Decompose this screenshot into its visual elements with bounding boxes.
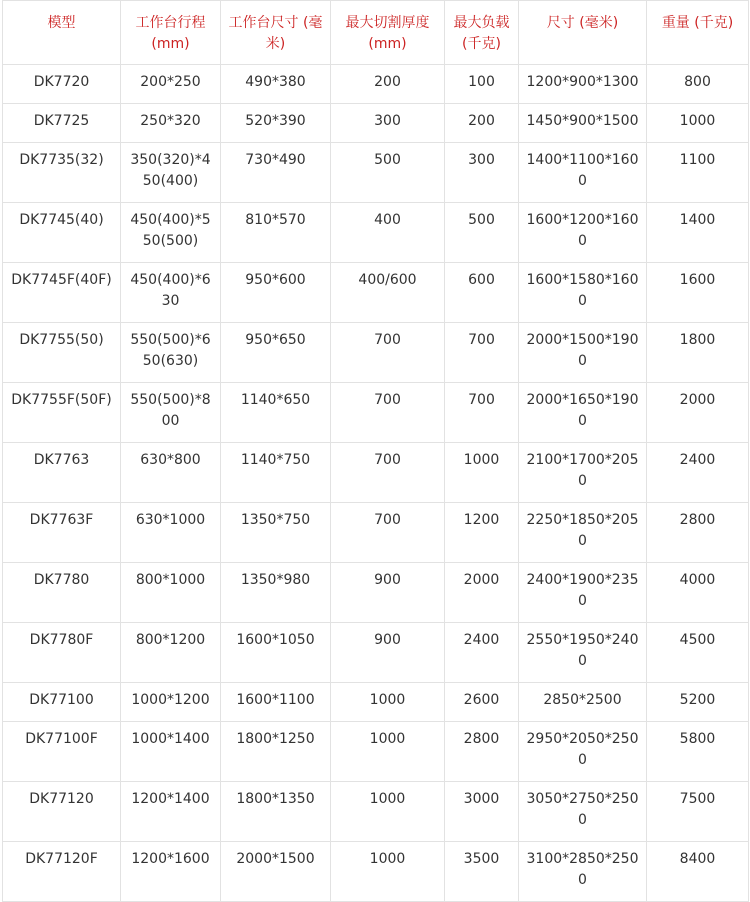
cell-max-load: 1200 (445, 503, 519, 563)
cell-travel: 1000*1200 (121, 683, 221, 722)
header-weight: 重量 (千克) (647, 1, 749, 65)
header-table-size: 工作台尺寸 (毫米) (221, 1, 331, 65)
cell-table-size: 1600*1100 (221, 683, 331, 722)
cell-max-load: 3500 (445, 842, 519, 902)
cell-table-size: 1600*1050 (221, 623, 331, 683)
cell-weight: 2400 (647, 443, 749, 503)
cell-dimensions: 2550*1950*2400 (519, 623, 647, 683)
cell-travel: 630*800 (121, 443, 221, 503)
cell-travel: 550(500)*800 (121, 383, 221, 443)
cell-travel: 450(400)*550(500) (121, 203, 221, 263)
cell-travel: 800*1200 (121, 623, 221, 683)
cell-dimensions: 2250*1850*2050 (519, 503, 647, 563)
cell-travel: 1000*1400 (121, 722, 221, 782)
cell-dimensions: 1600*1580*1600 (519, 263, 647, 323)
cell-table-size: 2000*1500 (221, 842, 331, 902)
cell-model: DK77100F (3, 722, 121, 782)
cell-dimensions: 2000*1500*1900 (519, 323, 647, 383)
cell-travel: 800*1000 (121, 563, 221, 623)
table-row (3, 722, 749, 782)
cell-max-thickness: 500 (331, 143, 445, 203)
cell-travel: 250*320 (121, 104, 221, 143)
cell-max-thickness: 1000 (331, 782, 445, 842)
cell-max-load: 3000 (445, 782, 519, 842)
cell-weight: 1600 (647, 263, 749, 323)
cell-max-load: 600 (445, 263, 519, 323)
cell-weight: 1400 (647, 203, 749, 263)
header-travel: 工作台行程 (mm) (121, 1, 221, 65)
cell-max-thickness: 200 (331, 65, 445, 104)
cell-dimensions: 2100*1700*2050 (519, 443, 647, 503)
cell-max-load: 700 (445, 323, 519, 383)
cell-table-size: 1800*1250 (221, 722, 331, 782)
cell-max-thickness: 900 (331, 623, 445, 683)
cell-dimensions: 2850*2500 (519, 683, 647, 722)
cell-max-load: 2800 (445, 722, 519, 782)
cell-dimensions: 3050*2750*2500 (519, 782, 647, 842)
cell-max-load: 2000 (445, 563, 519, 623)
cell-model: DK77100 (3, 683, 121, 722)
cell-dimensions: 1600*1200*1600 (519, 203, 647, 263)
cell-weight: 1100 (647, 143, 749, 203)
cell-dimensions: 1400*1100*1600 (519, 143, 647, 203)
cell-max-load: 700 (445, 383, 519, 443)
cell-model: DK77120 (3, 782, 121, 842)
cell-model: DK7780F (3, 623, 121, 683)
cell-weight: 1800 (647, 323, 749, 383)
cell-model: DK7745(40) (3, 203, 121, 263)
cell-travel: 350(320)*450(400) (121, 143, 221, 203)
cell-max-load: 300 (445, 143, 519, 203)
cell-table-size: 1350*750 (221, 503, 331, 563)
cell-table-size: 490*380 (221, 65, 331, 104)
cell-table-size: 1800*1350 (221, 782, 331, 842)
cell-max-thickness: 1000 (331, 683, 445, 722)
cell-weight: 8400 (647, 842, 749, 902)
header-max-load: 最大负载 (千克) (445, 1, 519, 65)
cell-max-load: 100 (445, 65, 519, 104)
cell-travel: 550(500)*650(630) (121, 323, 221, 383)
cell-max-thickness: 300 (331, 104, 445, 143)
cell-table-size: 1140*650 (221, 383, 331, 443)
cell-model: DK7745F(40F) (3, 263, 121, 323)
cell-weight: 7500 (647, 782, 749, 842)
cell-table-size: 950*600 (221, 263, 331, 323)
table-row (3, 143, 749, 203)
cell-max-thickness: 700 (331, 323, 445, 383)
cell-max-load: 1000 (445, 443, 519, 503)
cell-model: DK7735(32) (3, 143, 121, 203)
table-row (3, 104, 749, 143)
cell-weight: 5800 (647, 722, 749, 782)
cell-dimensions: 1450*900*1500 (519, 104, 647, 143)
cell-model: DK7763 (3, 443, 121, 503)
cell-dimensions: 2400*1900*2350 (519, 563, 647, 623)
cell-max-thickness: 700 (331, 503, 445, 563)
cell-max-thickness: 700 (331, 383, 445, 443)
cell-weight: 4500 (647, 623, 749, 683)
cell-model: DK7755F(50F) (3, 383, 121, 443)
cell-table-size: 520*390 (221, 104, 331, 143)
cell-table-size: 950*650 (221, 323, 331, 383)
cell-model: DK77120F (3, 842, 121, 902)
cell-max-thickness: 1000 (331, 722, 445, 782)
cell-model: DK7763F (3, 503, 121, 563)
cell-weight: 2800 (647, 503, 749, 563)
header-row (3, 1, 749, 65)
table-row (3, 383, 749, 443)
cell-dimensions: 2950*2050*2500 (519, 722, 647, 782)
cell-max-thickness: 700 (331, 443, 445, 503)
header-dimensions: 尺寸 (毫米) (519, 1, 647, 65)
cell-max-load: 500 (445, 203, 519, 263)
cell-max-load: 2400 (445, 623, 519, 683)
cell-dimensions: 1200*900*1300 (519, 65, 647, 104)
cell-travel: 1200*1600 (121, 842, 221, 902)
cell-weight: 5200 (647, 683, 749, 722)
table-row (3, 323, 749, 383)
cell-travel: 200*250 (121, 65, 221, 104)
cell-model: DK7780 (3, 563, 121, 623)
header-max-thickness: 最大切割厚度 (mm) (331, 1, 445, 65)
cell-dimensions: 2000*1650*1900 (519, 383, 647, 443)
spec-table (2, 0, 749, 902)
table-row (3, 503, 749, 563)
cell-model: DK7725 (3, 104, 121, 143)
table-header (3, 1, 749, 65)
cell-travel: 1200*1400 (121, 782, 221, 842)
cell-travel: 630*1000 (121, 503, 221, 563)
cell-table-size: 810*570 (221, 203, 331, 263)
table-row (3, 563, 749, 623)
table-row (3, 443, 749, 503)
table-row (3, 842, 749, 902)
cell-weight: 800 (647, 65, 749, 104)
table-body (3, 65, 749, 902)
cell-max-thickness: 400/600 (331, 263, 445, 323)
cell-model: DK7720 (3, 65, 121, 104)
cell-table-size: 1350*980 (221, 563, 331, 623)
table-row (3, 623, 749, 683)
cell-weight: 1000 (647, 104, 749, 143)
cell-max-load: 200 (445, 104, 519, 143)
cell-max-thickness: 1000 (331, 842, 445, 902)
cell-table-size: 730*490 (221, 143, 331, 203)
cell-travel: 450(400)*630 (121, 263, 221, 323)
table-row (3, 782, 749, 842)
table-row (3, 203, 749, 263)
cell-dimensions: 3100*2850*2500 (519, 842, 647, 902)
table-row (3, 683, 749, 722)
table-row (3, 65, 749, 104)
cell-max-thickness: 900 (331, 563, 445, 623)
table-row (3, 263, 749, 323)
cell-max-load: 2600 (445, 683, 519, 722)
cell-model: DK7755(50) (3, 323, 121, 383)
cell-weight: 2000 (647, 383, 749, 443)
cell-weight: 4000 (647, 563, 749, 623)
cell-table-size: 1140*750 (221, 443, 331, 503)
cell-max-thickness: 400 (331, 203, 445, 263)
header-model: 模型 (3, 1, 121, 65)
